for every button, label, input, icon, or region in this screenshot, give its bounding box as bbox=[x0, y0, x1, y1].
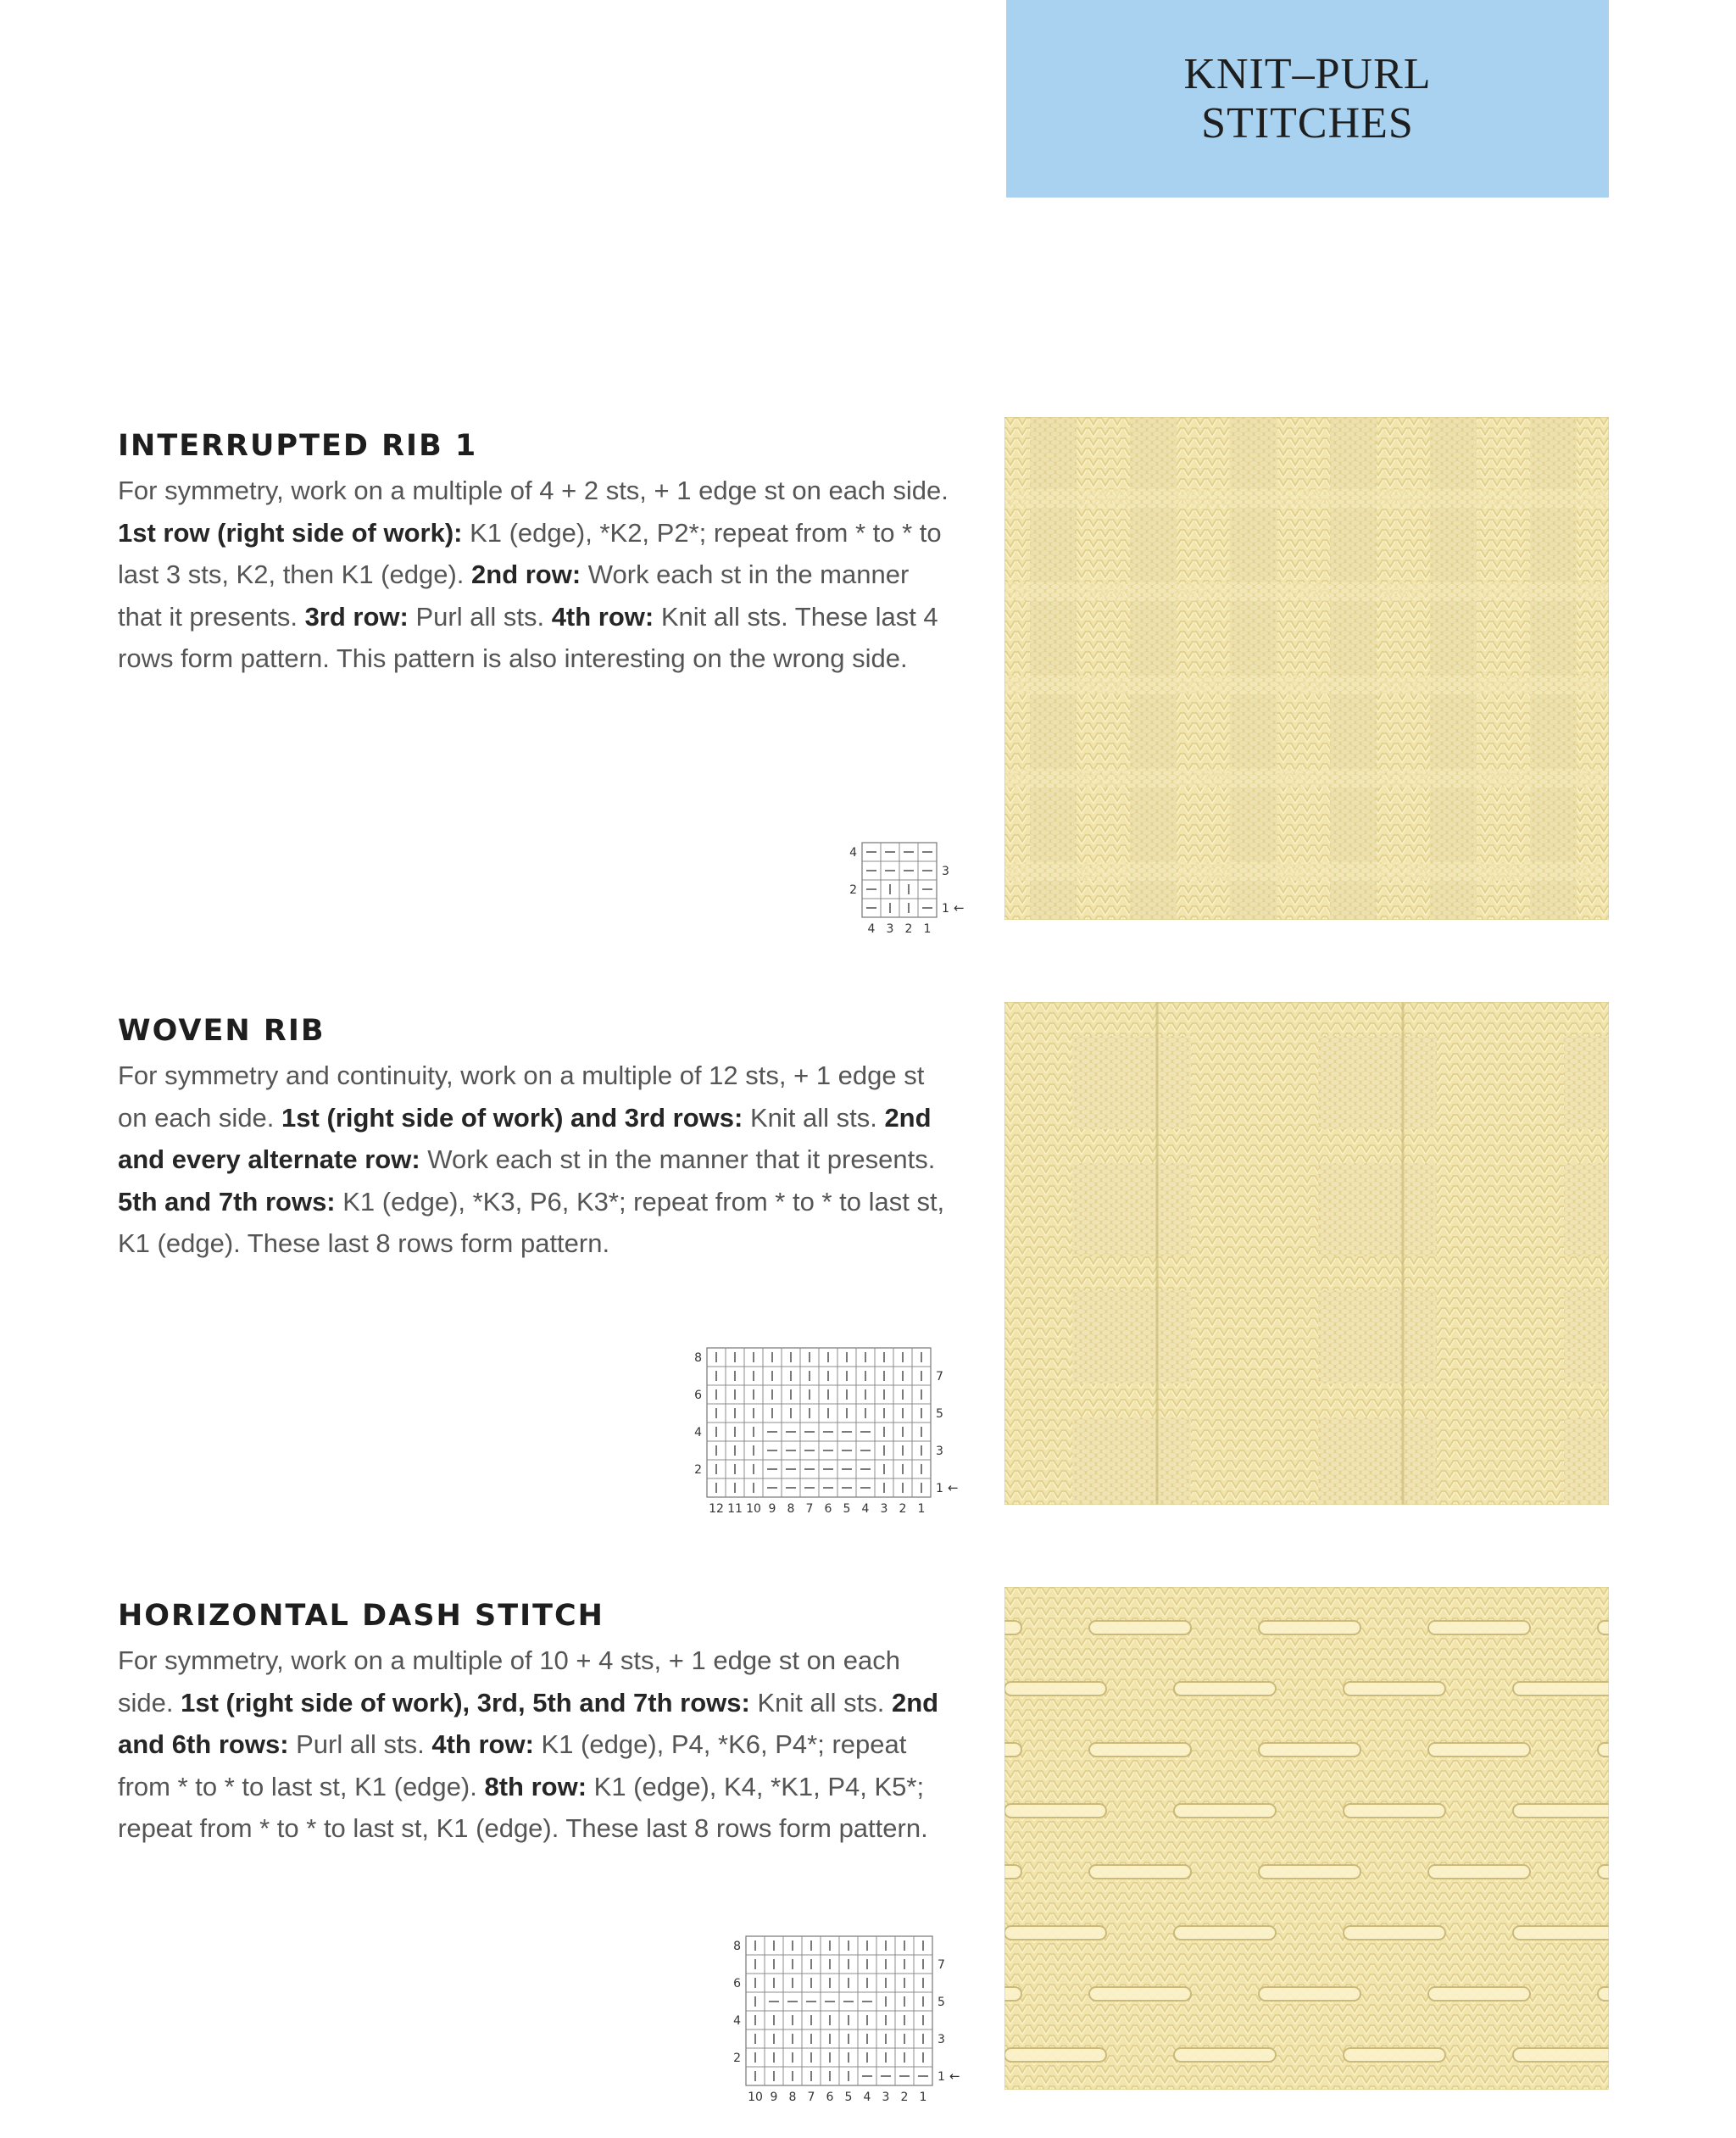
instruction-row-label: 3rd row: bbox=[304, 601, 409, 632]
chart-row-label: 8 bbox=[694, 1351, 702, 1365]
chart-column-label: 6 bbox=[824, 1502, 832, 1516]
instruction-row-label: 1st (right side of work) and 3rd rows: bbox=[281, 1102, 743, 1133]
chart-row-label: 2 bbox=[849, 883, 857, 897]
chart-column-label: 4 bbox=[861, 1502, 870, 1516]
chart-column-label: 2 bbox=[904, 922, 913, 936]
chart-column-label: 3 bbox=[880, 1502, 888, 1516]
chart-row-label: 1 bbox=[936, 1482, 943, 1495]
chart-row-label: 2 bbox=[694, 1463, 702, 1477]
pattern-horizontal-dash-stitch bbox=[118, 1597, 957, 1850]
instruction-row-label: 1st row (right side of work): bbox=[118, 517, 463, 548]
instruction-row-label: 5th and 7th rows: bbox=[118, 1186, 336, 1217]
chart-row-label: 5 bbox=[936, 1407, 943, 1421]
chart-column-label: 11 bbox=[727, 1502, 743, 1516]
chart-row-label: 6 bbox=[694, 1389, 702, 1402]
chart-column-label: 1 bbox=[919, 2091, 927, 2104]
chart-column-label: 4 bbox=[863, 2091, 871, 2104]
instruction-row-label: 4th row: bbox=[431, 1729, 534, 1759]
pattern-instructions: For symmetry, work on a multiple of 4 + 2 sts, + 1 edge st on each side. 1st row (right side of work): K1 (edge), *K2, P2*; repeat from * to * to last 3 sts, K2, then K1 (edge). 2nd row: Work each st in the manner that it presents. 3rd row: Purl all sts. 4th row: Knit all sts. These last 4 rows form pattern. This pattern is also interesting on the wrong side. bbox=[118, 476, 949, 673]
chart-column-label: 2 bbox=[899, 1502, 907, 1516]
start-arrow-icon: ← bbox=[948, 1480, 959, 1495]
chart-row-label: 1 bbox=[942, 902, 949, 916]
pattern-instructions: For symmetry, work on a multiple of 10 + 4 sts, + 1 edge st on each side. 1st (right side of work), 3rd, 5th and 7th rows: Knit all sts. 2nd and 6th rows: Purl all sts. 4th row: K1 (edge), P4, *K6, P4*; repeat from * to * to last st, K1 (edge). 8th row: K1 (edge), K4, *K1, P4, K5*; repeat from * to * to last st, K1 (edge). These last 8 rows form pattern. bbox=[118, 1645, 939, 1843]
chart-column-label: 3 bbox=[886, 922, 894, 936]
chart-column-label: 9 bbox=[768, 1502, 776, 1516]
pattern-title: WOVEN RIB bbox=[118, 1014, 326, 1048]
chart-row-label: 4 bbox=[694, 1426, 702, 1439]
instruction-row-label: 2nd and every alternate row: bbox=[118, 1102, 932, 1174]
instruction-row-label: 1st (right side of work), 3rd, 5th and 7th rows: bbox=[181, 1687, 750, 1718]
chart-row-label: 3 bbox=[936, 1445, 943, 1458]
chart-row-label: 2 bbox=[733, 2052, 741, 2065]
chart-column-label: 1 bbox=[917, 1502, 926, 1516]
chart-row-label: 7 bbox=[936, 1370, 943, 1384]
chart-column-label: 2 bbox=[900, 2091, 909, 2104]
section-header-box bbox=[1006, 0, 1609, 198]
pattern-interrupted-rib-1 bbox=[118, 427, 957, 680]
stitch-chart bbox=[843, 836, 996, 946]
start-arrow-icon: ← bbox=[954, 900, 965, 916]
instruction-row-label: 8th row: bbox=[484, 1771, 587, 1801]
chart-column-label: 8 bbox=[788, 2091, 797, 2104]
chart-column-label: 3 bbox=[882, 2091, 890, 2104]
chart-column-label: 8 bbox=[787, 1502, 795, 1516]
instruction-row-label: 2nd and 6th rows: bbox=[118, 1687, 939, 1759]
chart-column-label: 5 bbox=[843, 1502, 851, 1516]
chart-row-label: 3 bbox=[938, 2033, 945, 2046]
stitch-chart bbox=[688, 1341, 993, 1528]
pattern-title: HORIZONTAL DASH STITCH bbox=[118, 1599, 604, 1633]
start-arrow-icon: ← bbox=[949, 2068, 960, 2084]
chart-row-label: 7 bbox=[938, 1958, 945, 1972]
knit-swatch-photo bbox=[1004, 417, 1609, 920]
pattern-instructions: For symmetry and continuity, work on a multiple of 12 sts, + 1 edge st on each side. 1st (right side of work) and 3rd rows: Knit all sts. 2nd and every alternate row: Work each st in the manner that it presents. 5th and 7th rows: K1 (edge), *K3, P6, K3*; repeat from * to * to last st, K1 (edge). These last 8 rows form pattern. bbox=[118, 1061, 945, 1258]
chart-column-label: 7 bbox=[807, 2091, 815, 2104]
chart-column-label: 12 bbox=[709, 1502, 724, 1516]
chart-column-label: 6 bbox=[826, 2091, 834, 2104]
header-line-2: STITCHES bbox=[1201, 98, 1414, 148]
chart-column-label: 10 bbox=[746, 1502, 761, 1516]
chart-column-label: 10 bbox=[748, 2091, 763, 2104]
pattern-woven-rib bbox=[118, 1012, 957, 1265]
knit-swatch-photo bbox=[1004, 1587, 1609, 2090]
chart-row-label: 3 bbox=[942, 865, 949, 878]
pattern-title: INTERRUPTED RIB 1 bbox=[118, 429, 478, 463]
instruction-row-label: 2nd row: bbox=[471, 560, 581, 589]
chart-column-label: 1 bbox=[923, 922, 932, 936]
chart-column-label: 7 bbox=[805, 1502, 814, 1516]
chart-row-label: 6 bbox=[733, 1977, 741, 1990]
stitch-chart bbox=[727, 1929, 990, 2116]
chart-column-label: 5 bbox=[844, 2091, 853, 2104]
chart-row-label: 8 bbox=[733, 1940, 741, 1953]
header-line-1: KNIT–PURL bbox=[1183, 49, 1432, 98]
knit-swatch-photo bbox=[1004, 1002, 1609, 1505]
chart-row-label: 1 bbox=[938, 2070, 945, 2084]
chart-row-label: 4 bbox=[849, 846, 857, 860]
chart-row-label: 5 bbox=[938, 1996, 945, 2009]
chart-row-label: 4 bbox=[733, 2014, 741, 2028]
chart-column-label: 4 bbox=[867, 922, 876, 936]
instruction-row-label: 4th row: bbox=[551, 601, 654, 632]
chart-column-label: 9 bbox=[770, 2091, 778, 2104]
